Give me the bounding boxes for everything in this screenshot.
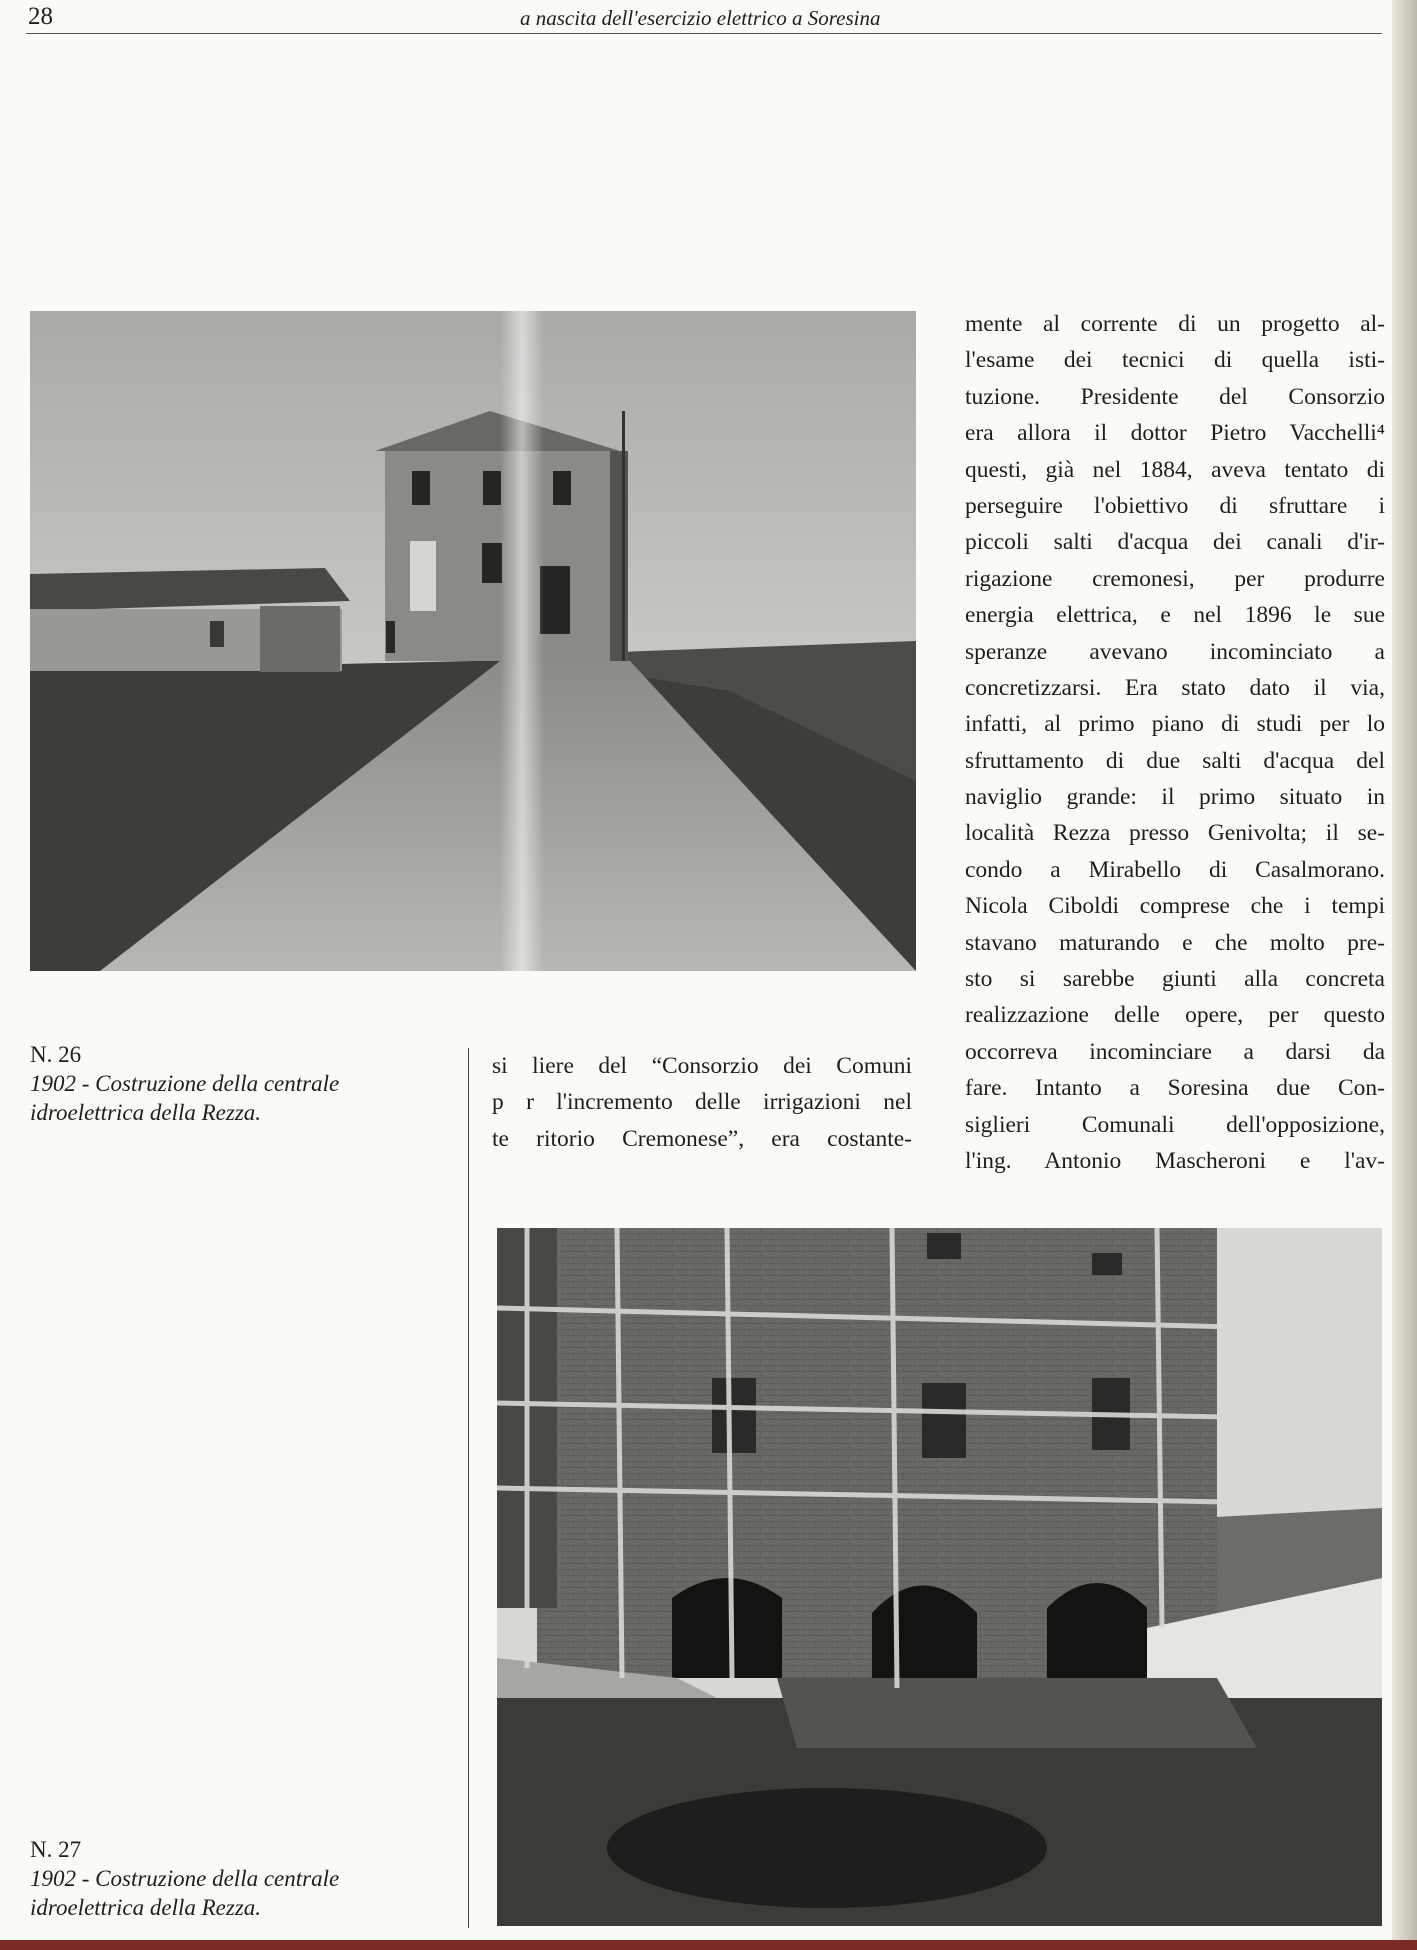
- page-number: 28: [28, 3, 53, 30]
- text-line: piccoli salti d'acqua dei canali d'ir-: [965, 529, 1385, 556]
- caption-photo-27: [30, 1835, 430, 1922]
- text-line: sfruttamento di due salti d'acqua del: [965, 747, 1385, 774]
- caption-number: N. 26: [30, 1042, 82, 1067]
- text-line: stavano maturando e che molto pre-: [965, 929, 1385, 956]
- body-text-right-column: [965, 306, 1385, 1179]
- caption-text-line: idroelettrica della Rezza.: [30, 1895, 262, 1920]
- caption-photo-26: [30, 1040, 430, 1127]
- text-line: siglieri Comunali dell'opposizione,: [965, 1111, 1385, 1138]
- text-line: rigazione cremonesi, per produrre: [965, 565, 1385, 592]
- text-line: località Rezza presso Genivolta; il se-: [965, 820, 1385, 847]
- text-line: naviglio grande: il primo situato in: [965, 784, 1385, 811]
- running-title: a nascita dell'esercizio elettrico a Soresina: [520, 6, 881, 30]
- text-line: era allora il dottor Pietro Vacchelli⁴: [965, 420, 1385, 447]
- text-line: Nicola Ciboldi comprese che i tempi: [965, 893, 1385, 920]
- text-line: energia elettrica, e nel 1896 le sue: [965, 602, 1385, 629]
- caption-text-line: 1902 - Costruzione della centrale: [30, 1866, 340, 1891]
- text-line: si liere del “Consorzio dei Comuni: [492, 1053, 912, 1079]
- caption-text-line: idroelettrica della Rezza.: [30, 1100, 262, 1125]
- text-line: mente al corrente di un progetto al-: [965, 311, 1385, 337]
- text-line: infatti, al primo piano di studi per lo: [965, 711, 1385, 738]
- text-line: perseguire l'obiettivo di sfruttare i: [965, 492, 1385, 519]
- text-line: fare. Intanto a Soresina due Con-: [965, 1075, 1385, 1102]
- page-gutter-shadow: [1392, 0, 1417, 1950]
- text-line: tuzione. Presidente del Consorzio: [965, 383, 1385, 410]
- body-text-middle-column: [492, 1048, 912, 1157]
- text-line: occorreva incominciare a darsi da: [965, 1038, 1385, 1065]
- text-line: speranze avevano incominciato a: [965, 638, 1385, 665]
- caption-text-line: 1902 - Costruzione della centrale: [30, 1071, 340, 1096]
- text-line: concretizzarsi. Era stato dato il via,: [965, 674, 1385, 701]
- page-bottom-edge: [0, 1940, 1417, 1950]
- text-line: p r l'incremento delle irrigazioni nel: [492, 1089, 912, 1116]
- text-line: condo a Mirabello di Casalmorano.: [965, 856, 1385, 883]
- text-line: sto si sarebbe giunti alla concreta: [965, 966, 1385, 993]
- column-rule: [468, 1048, 469, 1928]
- text-line: te ritorio Cremonese”, era costante-: [492, 1125, 912, 1152]
- photo-26-image: [30, 311, 916, 971]
- text-line: l'ing. Antonio Mascheroni e l'av-: [965, 1147, 1385, 1174]
- header-rule: [26, 33, 1382, 34]
- photo-hydroelectric-plant-road: [30, 311, 916, 971]
- text-line: questi, già nel 1884, aveva tentato di: [965, 456, 1385, 483]
- caption-number: N. 27: [30, 1837, 82, 1862]
- text-line: realizzazione delle opere, per questo: [965, 1002, 1385, 1029]
- photo-27-image: [497, 1228, 1382, 1926]
- photo-plant-under-construction: [497, 1228, 1382, 1926]
- text-line: l'esame dei tecnici di quella isti-: [965, 347, 1385, 374]
